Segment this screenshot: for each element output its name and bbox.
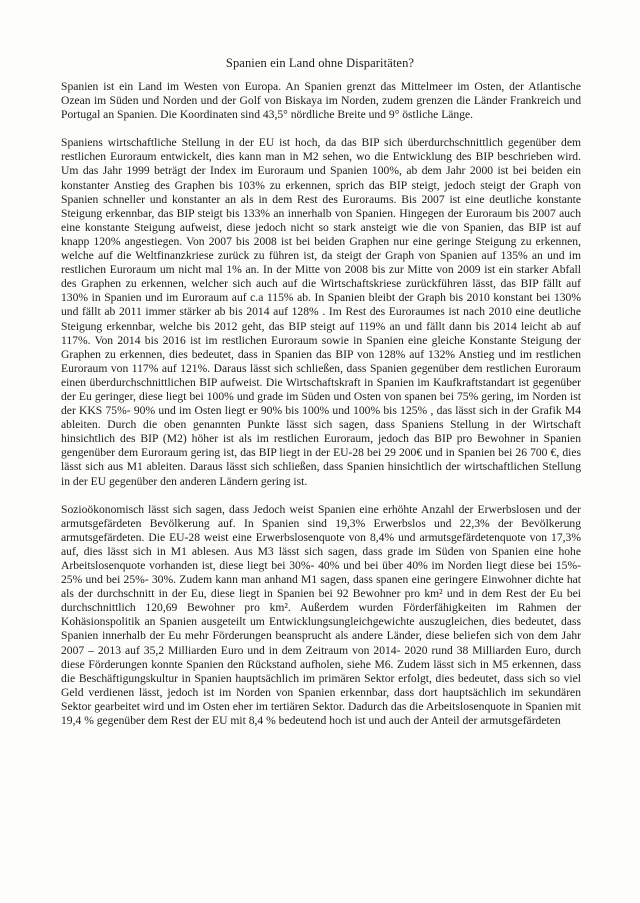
paragraph-location: Spanien ist ein Land im Westen von Europa. An Spanien grenzt das Mittelmeer im Osten, der Atlantische Ozean im Süden und Norden und der Golf von Biskaya im Norden, zudem grenzen die Länder Frankreich und Portugal an Spanien. Die Koordinaten sind 43,5° nördliche Breite und 9° östliche Länge. [61, 80, 581, 122]
document-title: Spanien ein Land ohne Disparitäten? [225, 56, 415, 70]
document-body [61, 80, 581, 728]
paragraph-socioeconomic: Sozioökonomisch lässt sich sagen, dass Jedoch weist Spanien eine erhöhte Anzahl der Erwerbslosen und der armutsgefärdeten Bevölkerung auf. In Spanien sind 19,3% Erwerbslos und 22,3% der Bevölkerung armutsgefärdeten. Die EU-28 weist eine Erwerbslosenquote von 8,4% und armutsgefärdetenquote von 17,3% auf, dies lässt sich in M1 ablesen. Aus M3 lässt sich sagen, dass grade im Süden von Spanien eine hohe Arbeitslosenquote vorhanden ist, diese liegt bei 30%- 40% und bei über 40% im Norden liegt diese bei 15%- 25% und bei 25%- 30%. Zudem kann man anhand M1 sagen, dass spanen eine geringere Einwohner dichte hat als der durchschnitt in der Eu, diese liegt in Spanien bei 92 Bewohner pro km² und in dem Rest der Eu bei durchschnittlich 120,69 Bewohner pro km². Außerdem wurden Förderfähigkeiten im Rahmen der Kohäsionspolitik an Spanien ausgeteilt um Entwicklungsungleichgewichte auszugleichen, dies bedeutet, dass Spanien innerhalb der Eu mehr Förderungen beansprucht als andere Länder, diese beliefen sich von dem Jahr 2007 – 2013 auf 35,2 Milliarden Euro und in dem Zeitraum von 2014- 2020 rund 38 Milliarden Euro, durch diese Förderungen konnte Spanien den Rückstand aufholen, siehe M6. Zudem lässt sich in M5 erkennen, dass die Beschäftigungskultur in Spanien hauptsächlich im primären Sektor erfolgt, dies bedeutet, dass sich so viel Geld verdienen lässt, jedoch ist im Norden von Spanien erkennbar, dass dort hauptsächlich im sekundären Sektor gearbeitet wird und im Osten eher im tertiären Sektor. Dadurch das die Arbeitslosenquote in Spanien mit 19,4 % gegenüber dem Rest der EU mit 8,4 % bedeutend hoch ist und auch der Anteil der armutsgefärdeten [61, 502, 581, 728]
paragraph-economy: Spaniens wirtschaftliche Stellung in der EU ist hoch, da das BIP sich überdurchschnittlich gegenüber dem restlichen Euroraum entwickelt, dies kann man in M2 sehen, wo die Entwicklung des BIP beschrieben wird. Um das Jahr 1999 beträgt der Index im Euroraum und Spanien 100%, ab dem Jahr 2000 ist bei beiden ein konstanter Anstieg des Graphen bis 103% zu erkennen, sprich das BIP steigt, jedoch steigt der Graph von Spanien schneller und konstanter an als in dem Rest des Euroraums. Bis 2007 ist eine deutliche konstante Steigung erkennbar, das BIP steigt bis 133% an innerhalb von Spanien. Hingegen der Euroraum bis 2007 auch eine konstante Steigung aufweist, diese jedoch nicht so stark ansteigt wie die von Spanien, das BIP ist auf knapp 120% angestiegen. Von 2007 bis 2008 ist bei beiden Graphen nur eine geringe Steigung zu erkennen, welche auf die Weltfinanzkriese zurück zu führen ist, da steigt der Graph von Spanien auf 135% an und im restlichen Euroraum um nicht mal 1% an. In der Mitte von 2008 bis zur Mitte von 2009 ist ein starker Abfall des Graphen zu erkennen, welcher sich auch auf die Wirtschaftskriese zurückführen lässt, das BIP fällt auf 130% in Spanien und im Euroraum auf c.a 115% ab. In Spanien bleibt der Graph bis 2010 konstant bei 130% und fällt ab 2011 immer stärker ab bis 2014 auf 128% . Im Rest des Euroraumes ist nach 2010 eine deutliche Steigung erkennbar, welche bis 2012 geht, das BIP steigt auf 119% an und fällt dann bis 2014 leicht ab auf 117%. Von 2014 bis 2016 ist im restlichen Euroraum sowie in Spanien eine gleiche Konstante Steigung der Graphen zu erkennen, dies bedeutet, dass in Spanien das BIP von 128% auf 132% Anstieg und im restlichen Euroraum von 117% auf 121%. Daraus lässt sich schließen, dass Spanien gegenüber dem restlichen Euroraum einen überdurchschnittlichen BIP aufweist. Die Wirtschaftskraft in Spanien im Kaufkraftstandart ist gegenüber der Eu geringer, diese liegt bei 100% und grade im Süden und Osten von spanen bei 75% gering, im Norden ist der KKS 75%- 90% und im Osten liegt er 90% bis 100% und 100% bis 125% , das lässt sich in der Grafik M4 ableiten. Durch die oben genannten Punkte lässt sich sagen, dass Spaniens Stellung in der Wirtschaft hinsichtlich des BIP (M2) höher ist als im restlichen Euroraum, jedoch das BIP pro Bewohner in Spanien gengenüber dem Euroraum gering ist, das BIP liegt in der EU-28 bei 29 200€ und in Spanien bei 26 700 €, dies lässt sich aus M1 ableiten. Daraus lässt sich schließen, dass Spanien hinsichtlich der wirtschaftlichen Stellung in der EU gegenüber den anderen Ländern gering ist. [61, 136, 581, 488]
